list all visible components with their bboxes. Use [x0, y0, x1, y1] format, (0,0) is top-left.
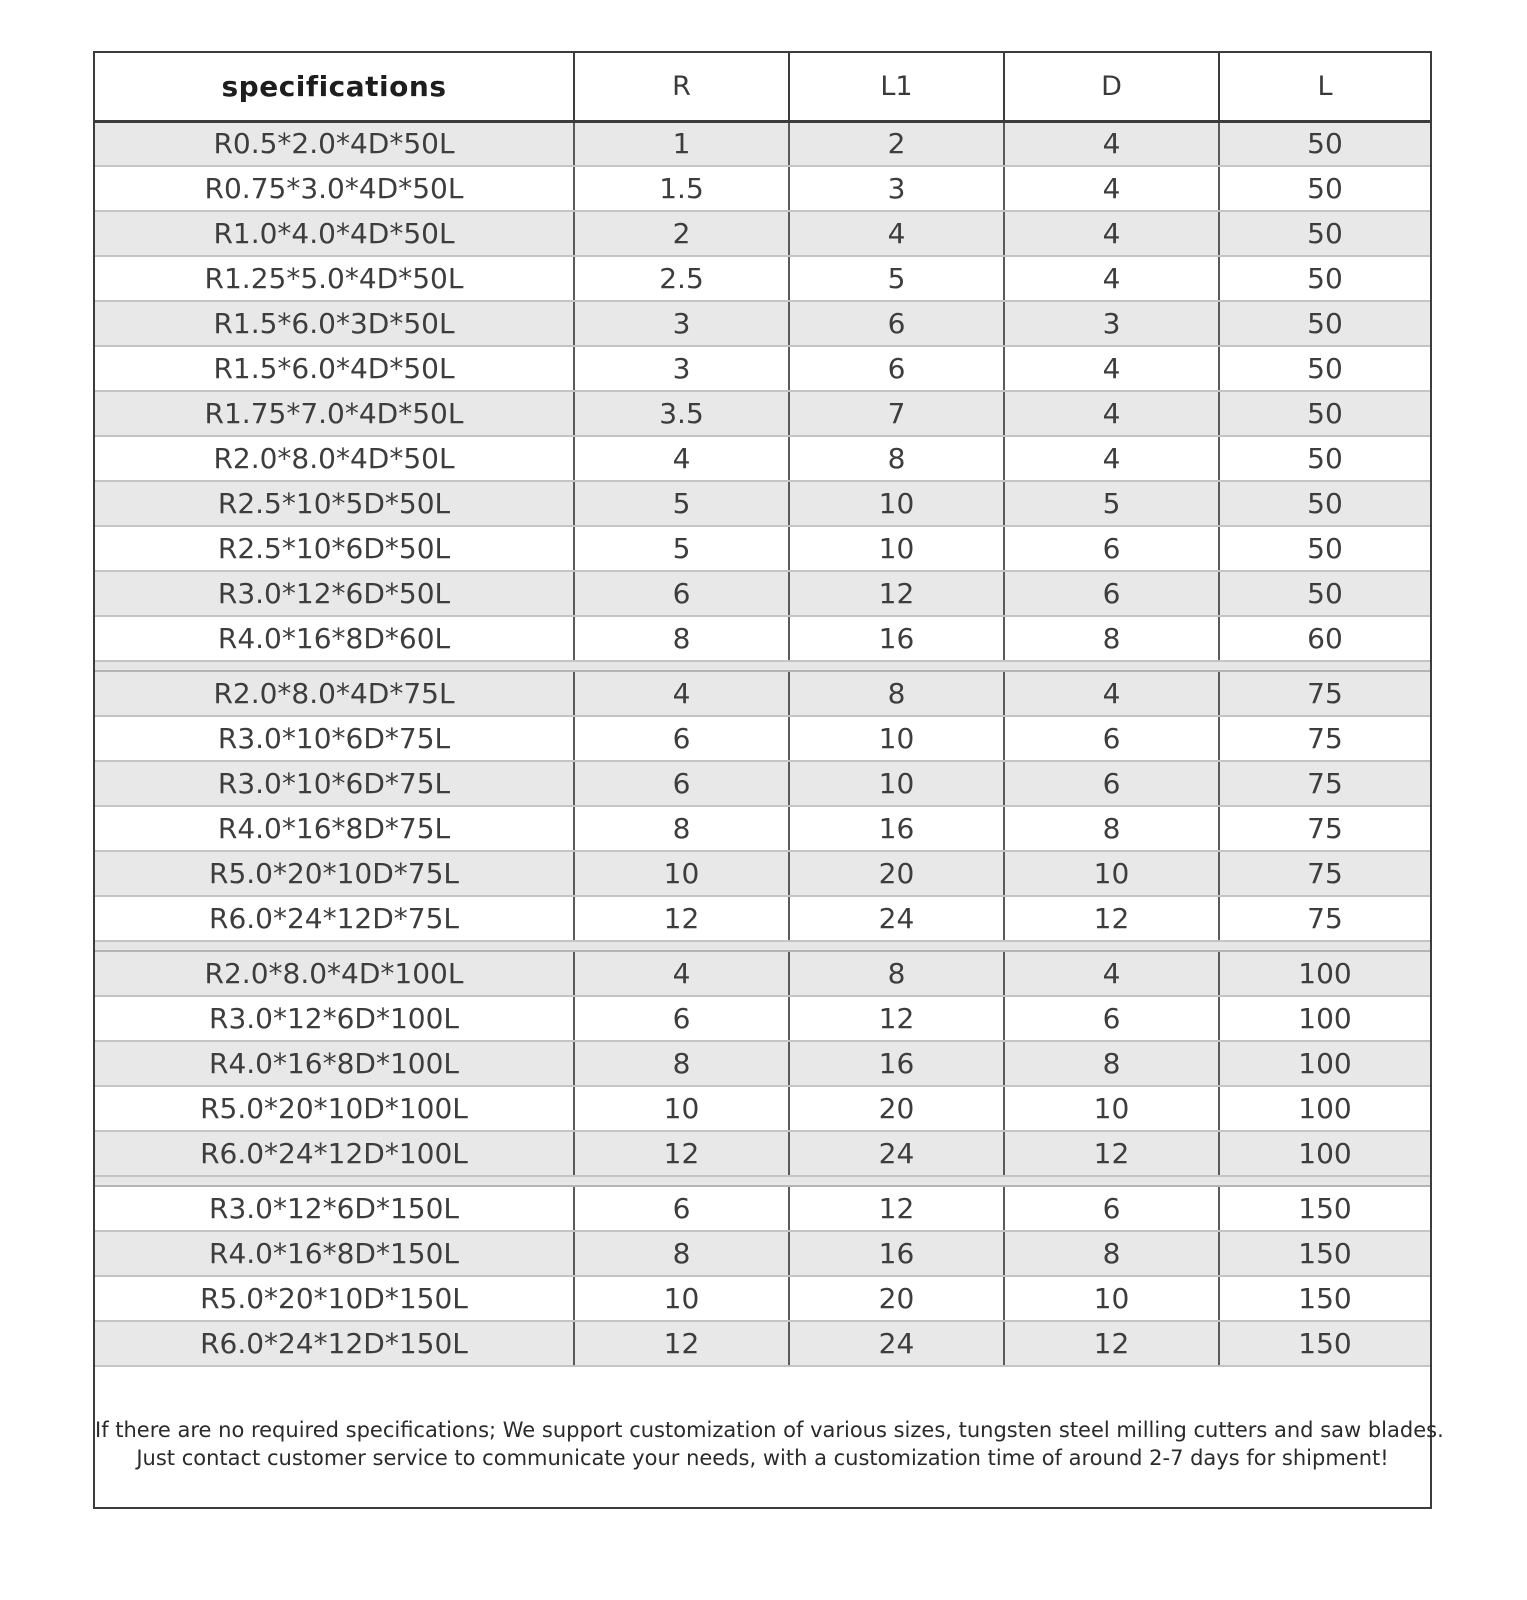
- l1-cell: 8: [789, 436, 1004, 481]
- l-cell: 75: [1219, 896, 1430, 941]
- spec-cell: R2.0*8.0*4D*50L: [95, 436, 574, 481]
- r-cell: 6: [574, 761, 789, 806]
- l1-cell: 20: [789, 851, 1004, 896]
- d-cell: 6: [1004, 716, 1219, 761]
- l-cell: 100: [1219, 996, 1430, 1041]
- d-cell: 12: [1004, 896, 1219, 941]
- spec-cell: R4.0*16*8D*75L: [95, 806, 574, 851]
- d-cell: 10: [1004, 1086, 1219, 1131]
- table-row: [95, 761, 1430, 806]
- spec-cell: R6.0*24*12D*100L: [95, 1131, 574, 1176]
- spec-cell: R2.5*10*6D*50L: [95, 526, 574, 571]
- l1-cell: 10: [789, 761, 1004, 806]
- l1-cell: 5: [789, 256, 1004, 301]
- r-cell: 6: [574, 1186, 789, 1231]
- l1-cell: 12: [789, 571, 1004, 616]
- spec-cell: R4.0*16*8D*150L: [95, 1231, 574, 1276]
- spec-cell: R1.25*5.0*4D*50L: [95, 256, 574, 301]
- d-cell: 5: [1004, 481, 1219, 526]
- l1-cell: 24: [789, 1321, 1004, 1366]
- l1-cell: 7: [789, 391, 1004, 436]
- header-d: D: [1004, 53, 1219, 121]
- l-cell: 50: [1219, 166, 1430, 211]
- r-cell: 12: [574, 896, 789, 941]
- d-cell: 8: [1004, 806, 1219, 851]
- table-row: [95, 1276, 1430, 1321]
- r-cell: 1.5: [574, 166, 789, 211]
- r-cell: 8: [574, 616, 789, 661]
- l-cell: 150: [1219, 1231, 1430, 1276]
- r-cell: 10: [574, 851, 789, 896]
- l1-cell: 2: [789, 121, 1004, 166]
- l-cell: 75: [1219, 761, 1430, 806]
- table-row: [95, 211, 1430, 256]
- spec-table-frame: [93, 51, 1444, 1509]
- l1-cell: 24: [789, 1131, 1004, 1176]
- note-line-1: If there are no required specifications; We support customization of various sizes, tungsten steel milling cutters and saw blades.: [95, 1418, 1444, 1442]
- r-cell: 3.5: [574, 391, 789, 436]
- l-cell: 150: [1219, 1186, 1430, 1231]
- spec-cell: R5.0*20*10D*100L: [95, 1086, 574, 1131]
- d-cell: 4: [1004, 211, 1219, 256]
- l-cell: 150: [1219, 1321, 1430, 1366]
- customization-note: [95, 1416, 1444, 1472]
- l-cell: 100: [1219, 1086, 1430, 1131]
- spec-cell: R5.0*20*10D*150L: [95, 1276, 574, 1321]
- d-cell: 12: [1004, 1131, 1219, 1176]
- d-cell: 4: [1004, 166, 1219, 211]
- spec-cell: R6.0*24*12D*150L: [95, 1321, 574, 1366]
- d-cell: 12: [1004, 1321, 1219, 1366]
- l1-cell: 20: [789, 1086, 1004, 1131]
- table-row: [95, 1041, 1430, 1086]
- l-cell: 50: [1219, 526, 1430, 571]
- r-cell: 10: [574, 1086, 789, 1131]
- r-cell: 3: [574, 301, 789, 346]
- table-row: [95, 806, 1430, 851]
- d-cell: 4: [1004, 256, 1219, 301]
- d-cell: 8: [1004, 1041, 1219, 1086]
- table-row: [95, 1321, 1430, 1366]
- l-cell: 50: [1219, 301, 1430, 346]
- l1-cell: 10: [789, 526, 1004, 571]
- group-separator: [95, 661, 1430, 671]
- l1-cell: 3: [789, 166, 1004, 211]
- spec-cell: R1.75*7.0*4D*50L: [95, 391, 574, 436]
- d-cell: 4: [1004, 436, 1219, 481]
- group-separator-cell: [95, 1176, 1430, 1186]
- d-cell: 4: [1004, 391, 1219, 436]
- spec-table-body: [95, 121, 1430, 1366]
- d-cell: 6: [1004, 526, 1219, 571]
- l-cell: 50: [1219, 211, 1430, 256]
- table-row: [95, 896, 1430, 941]
- spec-cell: R3.0*10*6D*75L: [95, 761, 574, 806]
- l-cell: 60: [1219, 616, 1430, 661]
- l-cell: 75: [1219, 716, 1430, 761]
- r-cell: 1: [574, 121, 789, 166]
- r-cell: 5: [574, 481, 789, 526]
- r-cell: 6: [574, 571, 789, 616]
- l-cell: 75: [1219, 851, 1430, 896]
- d-cell: 6: [1004, 571, 1219, 616]
- spec-cell: R1.5*6.0*4D*50L: [95, 346, 574, 391]
- table-row: [95, 1186, 1430, 1231]
- l-cell: 100: [1219, 951, 1430, 996]
- l1-cell: 6: [789, 346, 1004, 391]
- table-row: [95, 346, 1430, 391]
- spec-cell: R3.0*10*6D*75L: [95, 716, 574, 761]
- header-l1: L1: [789, 53, 1004, 121]
- table-row: [95, 1086, 1430, 1131]
- l-cell: 150: [1219, 1276, 1430, 1321]
- header-row: [95, 53, 1430, 121]
- d-cell: 6: [1004, 1186, 1219, 1231]
- table-row: [95, 256, 1430, 301]
- header-l: L: [1219, 53, 1430, 121]
- l-cell: 100: [1219, 1131, 1430, 1176]
- d-cell: 4: [1004, 951, 1219, 996]
- l-cell: 100: [1219, 1041, 1430, 1086]
- r-cell: 12: [574, 1131, 789, 1176]
- l-cell: 50: [1219, 346, 1430, 391]
- r-cell: 8: [574, 1041, 789, 1086]
- table-row: [95, 671, 1430, 716]
- r-cell: 8: [574, 806, 789, 851]
- d-cell: 4: [1004, 121, 1219, 166]
- l1-cell: 10: [789, 481, 1004, 526]
- l-cell: 50: [1219, 256, 1430, 301]
- group-separator: [95, 1176, 1430, 1186]
- table-row: [95, 951, 1430, 996]
- spec-table: [95, 53, 1430, 1367]
- spec-cell: R5.0*20*10D*75L: [95, 851, 574, 896]
- l1-cell: 10: [789, 716, 1004, 761]
- table-row: [95, 391, 1430, 436]
- spec-cell: R3.0*12*6D*100L: [95, 996, 574, 1041]
- table-row: [95, 436, 1430, 481]
- table-row: [95, 166, 1430, 211]
- l-cell: 75: [1219, 806, 1430, 851]
- note-line-2: Just contact customer service to communicate your needs, with a customization time of around 2-7 days for shipment!: [136, 1446, 1389, 1470]
- r-cell: 4: [574, 671, 789, 716]
- header-specifications: specifications: [95, 53, 574, 121]
- group-separator: [95, 941, 1430, 951]
- l1-cell: 16: [789, 616, 1004, 661]
- group-separator-cell: [95, 941, 1430, 951]
- spec-cell: R2.0*8.0*4D*75L: [95, 671, 574, 716]
- l1-cell: 24: [789, 896, 1004, 941]
- table-row: [95, 571, 1430, 616]
- r-cell: 4: [574, 951, 789, 996]
- table-row: [95, 121, 1430, 166]
- l1-cell: 8: [789, 671, 1004, 716]
- table-row: [95, 1131, 1430, 1176]
- spec-cell: R4.0*16*8D*60L: [95, 616, 574, 661]
- l-cell: 50: [1219, 121, 1430, 166]
- l1-cell: 16: [789, 806, 1004, 851]
- r-cell: 8: [574, 1231, 789, 1276]
- table-row: [95, 996, 1430, 1041]
- l1-cell: 12: [789, 996, 1004, 1041]
- group-separator-cell: [95, 661, 1430, 671]
- table-row: [95, 526, 1430, 571]
- r-cell: 3: [574, 346, 789, 391]
- spec-cell: R1.0*4.0*4D*50L: [95, 211, 574, 256]
- d-cell: 6: [1004, 996, 1219, 1041]
- l1-cell: 8: [789, 951, 1004, 996]
- l-cell: 50: [1219, 481, 1430, 526]
- r-cell: 6: [574, 716, 789, 761]
- spec-cell: R0.5*2.0*4D*50L: [95, 121, 574, 166]
- r-cell: 2.5: [574, 256, 789, 301]
- d-cell: 4: [1004, 346, 1219, 391]
- r-cell: 5: [574, 526, 789, 571]
- spec-cell: R6.0*24*12D*75L: [95, 896, 574, 941]
- table-row: [95, 481, 1430, 526]
- l1-cell: 12: [789, 1186, 1004, 1231]
- table-row: [95, 851, 1430, 896]
- header-r: R: [574, 53, 789, 121]
- spec-cell: R3.0*12*6D*50L: [95, 571, 574, 616]
- table-row: [95, 301, 1430, 346]
- table-row: [95, 1231, 1430, 1276]
- l1-cell: 20: [789, 1276, 1004, 1321]
- d-cell: 3: [1004, 301, 1219, 346]
- spec-cell: R4.0*16*8D*100L: [95, 1041, 574, 1086]
- r-cell: 6: [574, 996, 789, 1041]
- spec-cell: R0.75*3.0*4D*50L: [95, 166, 574, 211]
- l1-cell: 16: [789, 1231, 1004, 1276]
- l1-cell: 4: [789, 211, 1004, 256]
- r-cell: 4: [574, 436, 789, 481]
- d-cell: 10: [1004, 1276, 1219, 1321]
- l-cell: 50: [1219, 436, 1430, 481]
- table-row: [95, 616, 1430, 661]
- d-cell: 4: [1004, 671, 1219, 716]
- spec-cell: R1.5*6.0*3D*50L: [95, 301, 574, 346]
- spec-cell: R3.0*12*6D*150L: [95, 1186, 574, 1231]
- l-cell: 50: [1219, 391, 1430, 436]
- d-cell: 6: [1004, 761, 1219, 806]
- spec-cell: R2.0*8.0*4D*100L: [95, 951, 574, 996]
- r-cell: 12: [574, 1321, 789, 1366]
- l1-cell: 16: [789, 1041, 1004, 1086]
- l-cell: 75: [1219, 671, 1430, 716]
- table-row: [95, 716, 1430, 761]
- r-cell: 10: [574, 1276, 789, 1321]
- d-cell: 8: [1004, 616, 1219, 661]
- l-cell: 50: [1219, 571, 1430, 616]
- l1-cell: 6: [789, 301, 1004, 346]
- spec-cell: R2.5*10*5D*50L: [95, 481, 574, 526]
- d-cell: 10: [1004, 851, 1219, 896]
- r-cell: 2: [574, 211, 789, 256]
- d-cell: 8: [1004, 1231, 1219, 1276]
